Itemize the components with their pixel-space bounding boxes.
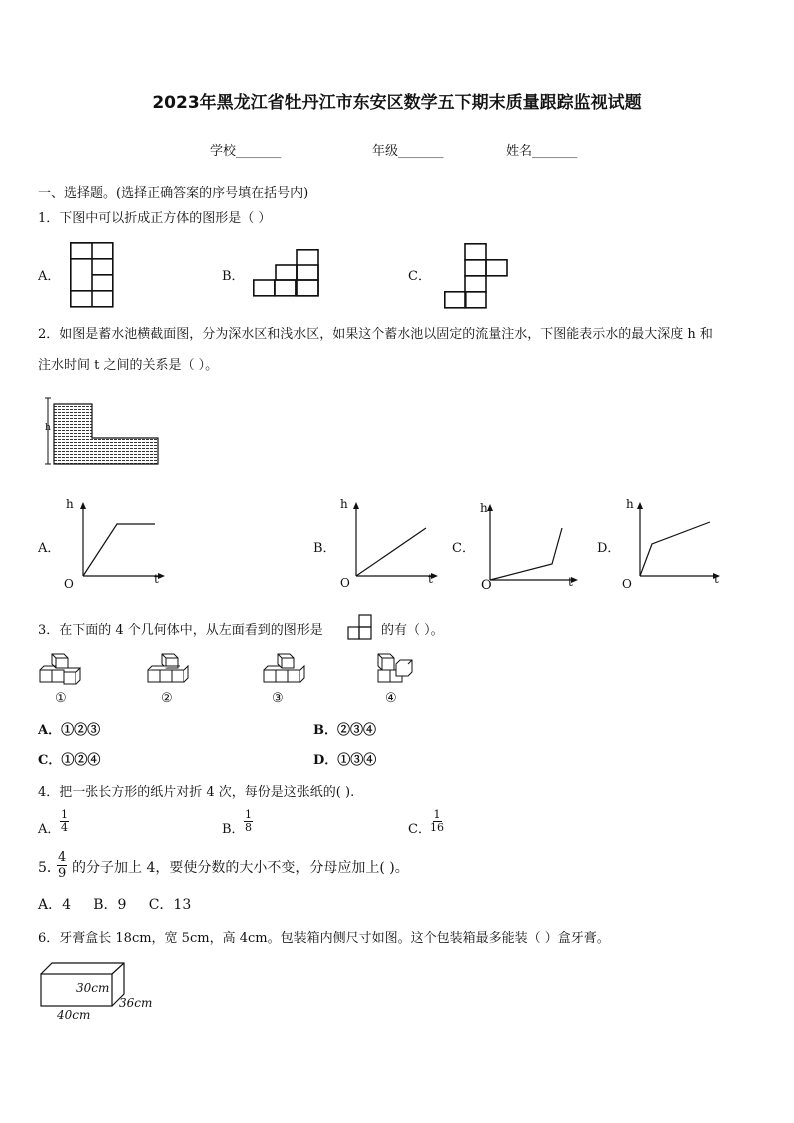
pool-cross-section-figure: [42, 396, 162, 466]
school-field: 学校_______: [210, 144, 282, 159]
q5-stem: 的分子加上 4，要使分数的大小不变，分母应加上( )。: [72, 860, 409, 876]
graph-c-h-label: h: [480, 501, 488, 515]
q1-option-a: A．: [38, 269, 61, 284]
graph-c-origin: O: [481, 578, 492, 593]
q6-stem: 6．牙膏盒长 18cm，宽 5cm，高 4cm。包装箱内侧尺寸如图。这个包装箱最多能装（ ）盒牙膏。: [38, 931, 610, 946]
q4-fraction-b-den: 8: [245, 821, 252, 834]
q2-option-c: C．: [452, 541, 475, 556]
q3-left-view-shape: [347, 614, 373, 640]
q4-fraction-c-den: 16: [430, 821, 444, 834]
q1-net-b: [253, 249, 319, 297]
q1-net-c: [444, 243, 510, 309]
q4-fraction-a-num: 1: [61, 808, 68, 821]
q5-fraction: [57, 850, 67, 881]
q3-option-b: B．②③④: [313, 723, 376, 738]
graph-d-t-label: t: [714, 572, 719, 586]
q6-dim-length: 40cm: [57, 1008, 91, 1022]
graph-a-origin: O: [64, 577, 74, 591]
q3-solid-3: [262, 652, 310, 688]
q3-stem-post: 的有（ ）。: [381, 623, 444, 638]
q5-number: 5．: [38, 860, 61, 876]
q4-fraction-a: [60, 809, 69, 834]
q4-fraction-c: [430, 809, 444, 834]
q6-dim-height: 36cm: [119, 996, 153, 1010]
q5-fraction-num: 4: [58, 850, 67, 865]
q2-option-b: B．: [313, 541, 336, 556]
q4-option-b: B．: [222, 822, 245, 837]
q4-option-a: A．: [38, 822, 61, 837]
q5-fraction-den: 9: [58, 866, 67, 881]
q4-fraction-b-num: 1: [245, 808, 252, 821]
graph-b-t-label: t: [428, 572, 433, 586]
q3-stem-pre: 3．在下面的 4 个几何体中，从左面看到的图形是: [38, 623, 323, 638]
section-heading: 一、选择题。(选择正确答案的序号填在括号内): [38, 186, 309, 201]
graph-b-origin: O: [340, 576, 350, 590]
q6-dim-width: 30cm: [76, 981, 110, 995]
q2-stem-line1: 2．如图是蓄水池横截面图，分为深水区和浅水区，如果这个蓄水池以固定的流量注水，下图能表示水的最大深度 h 和: [38, 327, 713, 342]
graph-c-t-label: t: [568, 575, 573, 589]
q3-solid-3-label: ③: [272, 691, 284, 706]
grade-field: 年级_______: [372, 144, 444, 159]
q3-option-c: C．①②④: [38, 753, 101, 768]
q4-stem: 4．把一张长方形的纸片对折 4 次，每份是这张纸的( ).: [38, 785, 355, 800]
q2-graph-d: [632, 500, 722, 580]
graph-b-h-label: h: [340, 497, 348, 511]
graph-a-t-label: t: [154, 572, 159, 586]
q2-option-d: D．: [597, 541, 621, 556]
q3-option-d: D．①③④: [313, 753, 377, 768]
q4-fraction-b: [244, 809, 253, 834]
q4-option-c: C．: [408, 822, 431, 837]
q3-solid-4-label: ④: [385, 691, 397, 706]
q2-stem-line2: 注水时间 t 之间的关系是（ ）。: [38, 358, 219, 373]
q1-stem: 1．下图中可以折成正方体的图形是（ ）: [38, 211, 272, 226]
q3-solid-1-label: ①: [55, 691, 67, 706]
graph-d-h-label: h: [626, 497, 634, 511]
q3-solid-2: [146, 652, 194, 688]
q3-solid-4: [376, 652, 420, 688]
q1-net-a: [70, 242, 114, 308]
q3-solid-2-label: ②: [161, 691, 173, 706]
q2-graph-b: [348, 500, 440, 580]
graph-a-h-label: h: [66, 497, 74, 511]
q4-fraction-c-num: 1: [433, 808, 441, 821]
q3-solid-1: [38, 652, 86, 688]
page-title: 2023年黑龙江省牡丹江市东安区数学五下期末质量跟踪监视试题: [152, 93, 642, 113]
q2-graph-c: [482, 502, 580, 584]
q5-options: A．4 B．9 C．13: [38, 897, 192, 913]
name-field: 姓名_______: [506, 144, 578, 159]
q2-graph-a: [75, 500, 165, 580]
q2-option-a: A．: [38, 541, 61, 556]
q4-fraction-a-den: 4: [61, 821, 68, 834]
q3-option-a: A．①②③: [38, 723, 101, 738]
pool-depth-label: h: [45, 423, 51, 433]
q1-option-b: B．: [222, 269, 245, 284]
graph-d-origin: O: [622, 577, 632, 591]
q1-option-c: C．: [408, 269, 431, 284]
